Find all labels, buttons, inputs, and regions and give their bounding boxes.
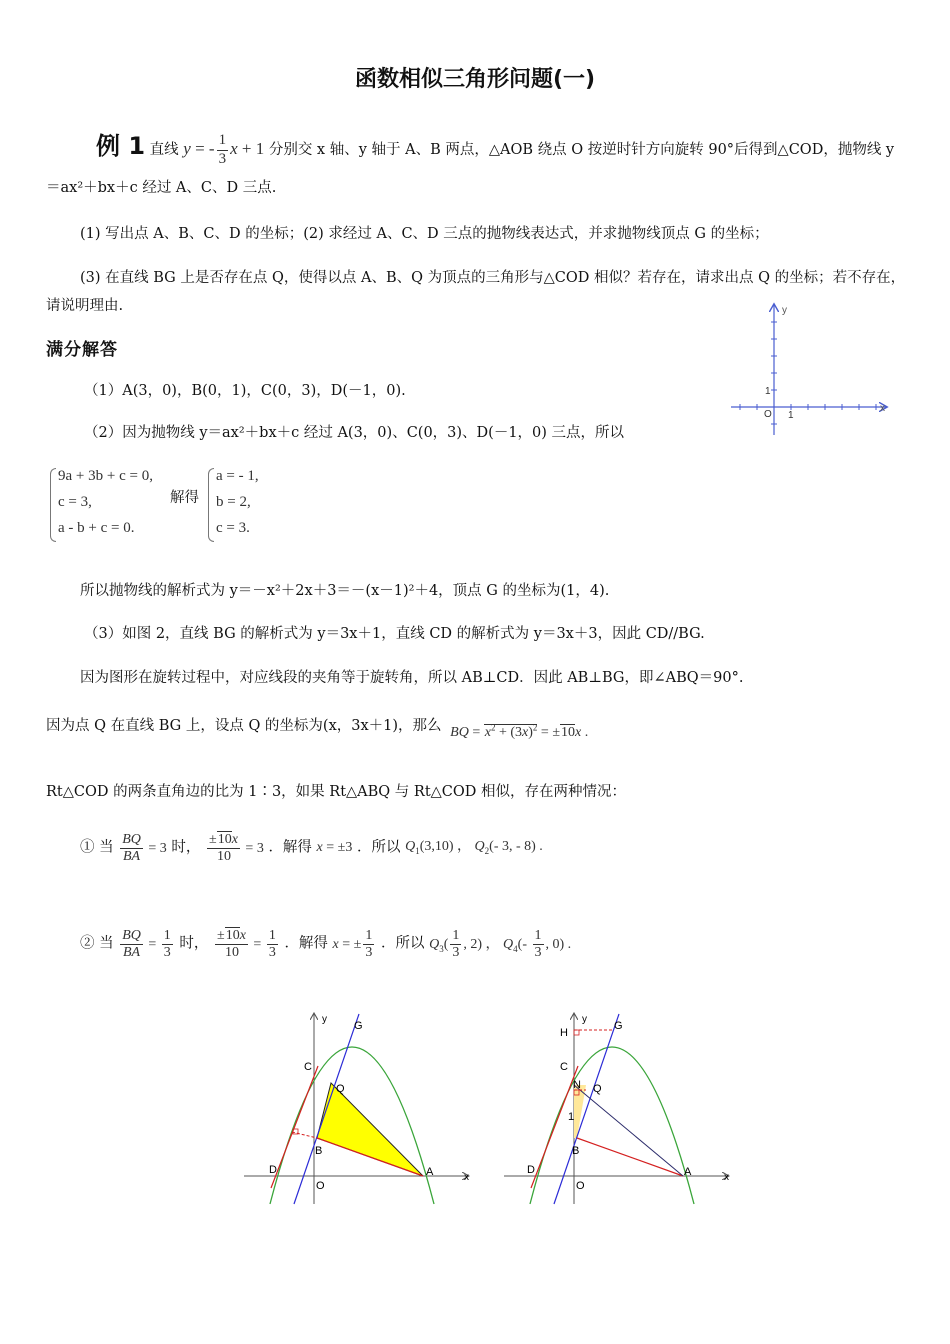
answer-3-line-3 bbox=[46, 714, 589, 740]
line-equation: y = - $\frac{1}{3}$ x + 1 bbox=[183, 132, 265, 167]
fig2-line-aq bbox=[574, 1085, 683, 1176]
fig2-label-y: y bbox=[582, 1014, 587, 1025]
fig1-label-c: C bbox=[304, 1061, 312, 1073]
fig1-label-q: Q bbox=[336, 1083, 345, 1095]
small-one-y: 1 bbox=[765, 386, 771, 397]
answer-heading: 满分解答 bbox=[46, 340, 118, 360]
solve-word: 解得 bbox=[170, 490, 199, 506]
fig1-label-y: y bbox=[322, 1014, 327, 1025]
small-axes-figure bbox=[726, 300, 896, 440]
fig2-label-q: Q bbox=[593, 1083, 602, 1095]
system-left-eq-1: 9a + 3b + c = 0, bbox=[58, 468, 153, 484]
figure-1 bbox=[240, 1008, 480, 1208]
example-label: 例 1 bbox=[96, 132, 146, 160]
case-2-prefix: ② 当 bbox=[80, 935, 114, 952]
small-y-label: y bbox=[782, 305, 787, 316]
fig1-dashed-perp bbox=[292, 1132, 317, 1138]
fig2-label-d: D bbox=[527, 1164, 535, 1176]
small-origin-label: O bbox=[764, 409, 772, 420]
fig1-line-cd bbox=[271, 1066, 318, 1188]
fig2-label-o: O bbox=[576, 1180, 585, 1192]
fig2-label-one: 1 bbox=[568, 1111, 575, 1123]
case-2-so: ．所以 bbox=[380, 935, 425, 952]
fig2-line-cd bbox=[531, 1066, 578, 1188]
example-line-2: ＝ax²＋bx＋c 经过 A、C、D 三点. bbox=[46, 180, 277, 196]
fig1-label-b: B bbox=[315, 1145, 323, 1157]
answer-3-line-3-text: 因为点 Q 在直线 BG 上，设点 Q 的坐标为(x，3x＋1)，那么 bbox=[46, 718, 442, 734]
page-title: 函数相似三角形问题(一) bbox=[354, 67, 596, 92]
answer-2: （2）因为抛物线 y＝ax²＋bx＋c 经过 A(3，0)、C(0，3)、D(－1，0) 三点，所以 bbox=[84, 425, 625, 441]
answer-1: （1）A(3，0)，B(0，1)，C(0，3)，D(－1，0). bbox=[84, 383, 406, 399]
system-right-eq-3: c = 3. bbox=[216, 520, 250, 536]
question-3: (3) 在直线 BG 上是否存在点 Q，使得以点 A、B、Q 为顶点的三角形与△COD 相似？若存在，请求出点 Q 的坐标；若不存在， bbox=[80, 270, 906, 286]
system-left-eq-3: a - b + c = 0. bbox=[58, 520, 135, 536]
fig1-label-d: D bbox=[269, 1164, 277, 1176]
figure-2 bbox=[500, 1008, 740, 1208]
fig1-label-a: A bbox=[426, 1166, 434, 1178]
example-statement: 分别交 x 轴、y 轴于 A、B 两点，△AOB 绕点 O 按逆时针方向旋转 90°后得到△COD，抛物线 y bbox=[268, 142, 895, 158]
case-2-when: 时， bbox=[179, 935, 209, 952]
case-1-prefix: ① 当 bbox=[80, 839, 114, 856]
case-2-solve: ．解得 bbox=[284, 935, 328, 952]
question-1-2: (1) 写出点 A、B、C、D 的坐标；(2) 求经过 A、C、D 三点的抛物线表达式，并求抛物线顶点 G 的坐标； bbox=[80, 226, 769, 242]
answer-3-line-4: Rt△COD 的两条直角边的比为 1∶3，如果 Rt△ABQ 与 Rt△COD 相似，存在两种情况： bbox=[46, 784, 627, 800]
case-1-so: ．所以 bbox=[356, 839, 401, 856]
case-1-solve: ．解得 bbox=[268, 839, 312, 856]
answer-2-result: 所以抛物线的解析式为 y＝－x²＋2x＋3＝－(x－1)²＋4，顶点 G 的坐标为(1，4). bbox=[80, 583, 610, 599]
small-x-label: x bbox=[880, 403, 885, 414]
fig1-label-g: G bbox=[354, 1020, 363, 1032]
system-right-eq-1: a = - 1, bbox=[216, 468, 259, 484]
answer-3-line-1: （3）如图 2，直线 BG 的解析式为 y＝3x＋1，直线 CD 的解析式为 y＝3x＋3，因此 CD//BG. bbox=[84, 626, 705, 642]
bq-formula: BQ = $x^2 + (3x)^2 = \pm 10x$ . bbox=[450, 722, 589, 740]
fig2-label-n: N bbox=[573, 1079, 581, 1091]
fig2-label-b: B bbox=[572, 1145, 580, 1157]
answer-3-line-2: 因为图形在旋转过程中，对应线段的夹角等于旋转角，所以 AB⊥CD．因此 AB⊥BG，即∠ABQ＝90°. bbox=[80, 670, 744, 686]
fig1-label-o: O bbox=[316, 1180, 325, 1192]
small-one-x: 1 bbox=[788, 410, 794, 421]
fig2-label-g: G bbox=[614, 1020, 623, 1032]
case-1-when: 时， bbox=[171, 839, 201, 856]
fig2-line-ab bbox=[577, 1138, 683, 1176]
fig2-label-h: H bbox=[560, 1027, 568, 1039]
case-1: ① 当 $\frac{BQ}{BA}$ = 3 时， $\frac{\pm 10x}{10}$ = 3 ．解得 x = ±3 ．所以 $Q_1(3,10)$ ， $Q_2(-$ 3, - 8) . bbox=[80, 832, 543, 865]
fig2-label-c: C bbox=[560, 1061, 568, 1073]
fig2-label-a: A bbox=[684, 1166, 692, 1178]
fig2-label-x: x bbox=[724, 1172, 729, 1183]
case-2: ② 当 $\frac{BQ}{BA}$ = $\frac{1}{3}$ 时， $\frac{\pm 10x}{10}$ = $\frac{1}{3}$ ．解得 x = ± $\frac{1}{3}$ ．所以 $Q_3$( $\frac{1}{3}$ , 2) ， $Q_4(-$ $\frac{1}{3}$ , 0) . bbox=[80, 928, 572, 961]
equation-system-left bbox=[48, 466, 153, 542]
fig1-triangle-abq bbox=[317, 1083, 423, 1176]
equation-system-right bbox=[206, 466, 286, 542]
example-intro: 直线 bbox=[149, 142, 179, 158]
system-left-eq-2: c = 3, bbox=[58, 494, 92, 510]
example-line-1 bbox=[96, 126, 894, 168]
system-right-eq-2: b = 2, bbox=[216, 494, 251, 510]
fig1-label-x: x bbox=[464, 1172, 469, 1183]
question-3-end: 请说明理由. bbox=[46, 298, 124, 314]
